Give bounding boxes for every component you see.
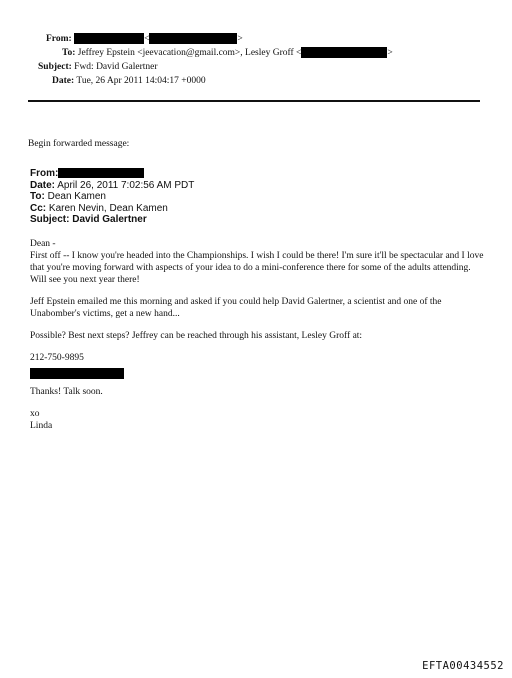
paragraph-3: Possible? Best next steps? Jeffrey can be reached through his assistant, Lesley Groff at:	[30, 331, 363, 341]
angle-close: >	[387, 48, 393, 58]
from-label: From:	[46, 34, 72, 44]
fwd-date-value: April 26, 2011 7:02:56 AM PDT	[57, 179, 195, 191]
fwd-to-label: To:	[30, 191, 45, 202]
fwd-date-row	[30, 180, 330, 192]
fwd-from-row	[30, 168, 330, 180]
fwd-subject-label: Subject:	[30, 214, 70, 225]
redaction-box	[301, 47, 387, 58]
fwd-to-row	[30, 191, 330, 203]
to-label: To:	[62, 48, 76, 58]
fwd-subject-value: David Galertner	[72, 214, 147, 225]
header-subject-row	[38, 60, 158, 74]
subject-label: Subject:	[38, 62, 72, 72]
redaction-box	[58, 168, 144, 178]
redaction-box	[149, 33, 237, 44]
fwd-cc-value: Karen Nevin, Dean Kamen	[48, 202, 168, 214]
angle-close: >	[237, 34, 243, 44]
header-from-row	[46, 32, 243, 46]
phone-number: 212-750-9895	[30, 353, 84, 363]
header-date-row	[52, 74, 206, 88]
forward-intro: Begin forwarded message:	[28, 139, 130, 149]
fwd-to-value: Dean Kamen	[47, 191, 106, 202]
message-body	[30, 238, 485, 286]
greeting: Dean -	[30, 239, 56, 249]
fwd-cc-label: Cc:	[30, 202, 47, 214]
redaction-box	[30, 368, 124, 379]
thanks: Thanks! Talk soon.	[30, 387, 103, 397]
redaction-box	[74, 33, 144, 44]
angle-open: <	[144, 34, 150, 44]
date-value: Tue, 26 Apr 2011 14:04:17 +0000	[76, 76, 206, 86]
fwd-date-label: Date:	[30, 179, 56, 191]
fwd-from-label: From:	[30, 168, 59, 179]
fwd-cc-row	[30, 203, 330, 215]
forwarded-header	[30, 168, 330, 226]
fwd-subject-row	[30, 214, 330, 226]
document-id: EFTA00434552	[422, 660, 504, 672]
subject-value: Fwd: David Galertner	[74, 62, 158, 72]
header-to-row	[62, 46, 393, 60]
paragraph-2: Jeff Epstein emailed me this morning and asked if you could help David Galertner, a scientist and one of the Unabomber's victims, get a new hand...	[30, 297, 442, 319]
signature: Linda	[30, 421, 53, 431]
header-divider	[28, 100, 480, 102]
redaction-line	[30, 364, 124, 382]
signoff: xo	[30, 409, 40, 419]
date-label: Date:	[52, 76, 75, 86]
to-value: Jeffrey Epstein <jeevacation@gmail.com>, Lesley Groff <	[77, 48, 302, 58]
paragraph-1: First off -- I know you're headed into the Championships. I wish I could be there! I'm sure it'll be spectacular and I love that you're moving forward with aspects of your idea to do a mini-conference there for some of the adults attending. Will see you next year there!	[30, 251, 484, 285]
